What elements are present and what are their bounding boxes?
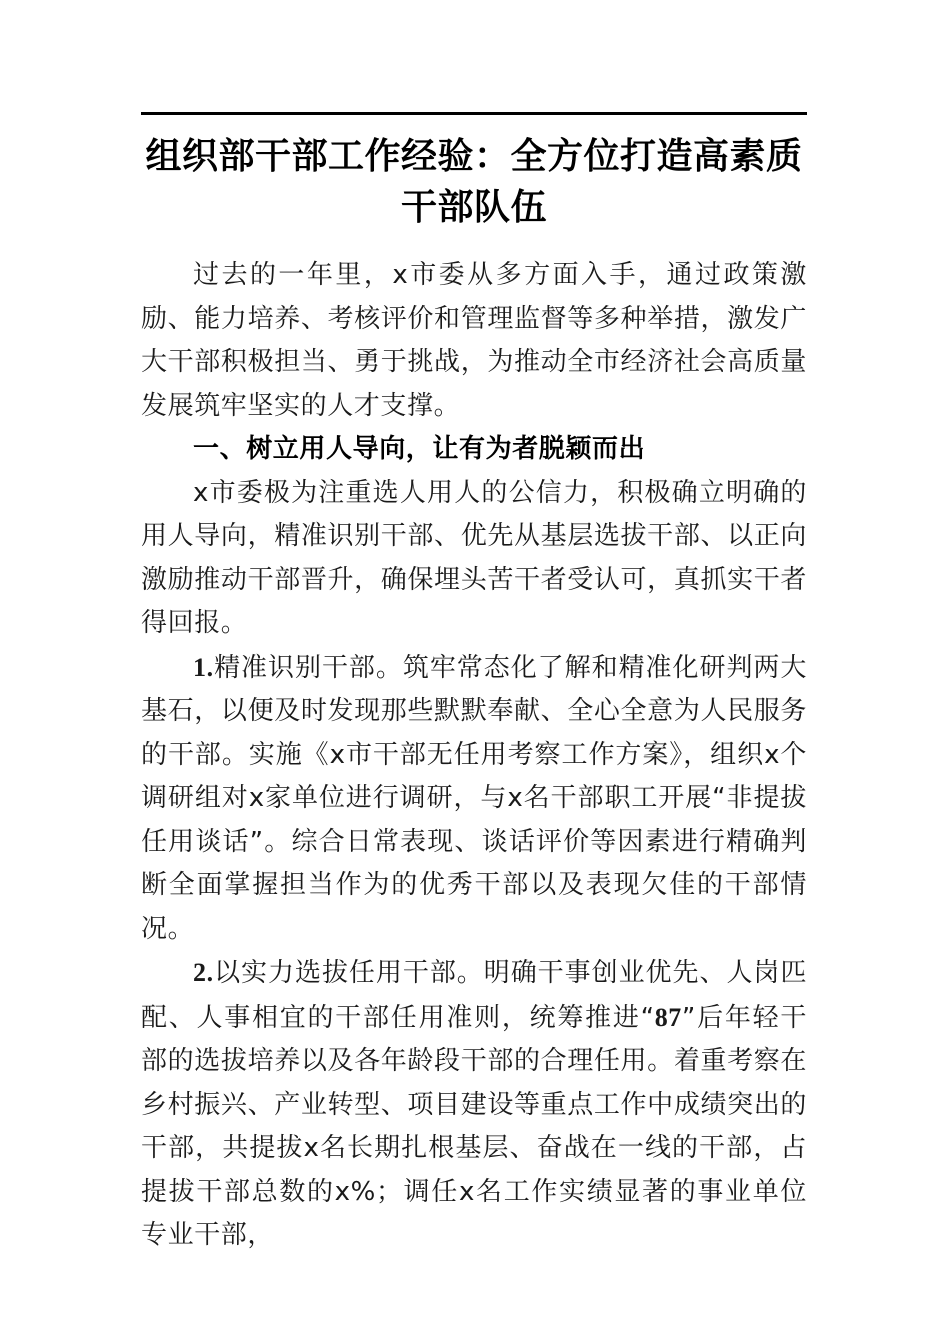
paragraph-1: x市委极为注重选人用人的公信力，积极确立明确的用人导向，精准识别干部、优先从基层选拔干部、以正向激励推动干部晋升，确保埋头苦干者受认可，真抓实干者得回报。	[141, 477, 807, 638]
paragraph-3-text-b: ”后年轻干部的选拔培养以及各年龄段干部的合理任用。着重考察在乡村振兴、产业转型、项目建设等重点工作中成绩突出的干部，共提拔x名长期扎根基层、奋战在一线的干部，占提拔干部总数的x%；调任x名工作实绩显著的事业单位专业干部，	[141, 1002, 807, 1250]
section-heading-1: 一、树立用人导向，让有为者脱颖而出	[193, 434, 646, 464]
paragraph-3	[141, 951, 807, 1258]
paragraph-2-text: 精准识别干部。筑牢常态化了解和精准化研判两大基石，以便及时发现那些默默奉献、全心全意为人民服务的干部。实施《x市干部无任用考察工作方案》，组织x个调研组对x家单位进行调研，与x名干部职工开展“非提拔任用谈话”。综合日常表现、谈话评价等因素进行精确判断全面掌握担当作为的优秀干部以及表现欠佳的干部情况。	[141, 652, 807, 944]
paragraph-2	[141, 646, 807, 952]
list-number-2: 2.	[193, 958, 214, 987]
paragraph-3-text-a: 以实力选拔任用干部。明确干事创业优先、人岗匹配、人事相宜的干部任用准则，统筹推进“	[141, 958, 807, 1033]
paragraph-3-emphasis: 87	[654, 1002, 682, 1032]
document-content	[141, 0, 807, 1258]
paragraph-intro: 过去的一年里，x市委从多方面入手，通过政策激励、能力培养、考核评价和管理监督等多种举措，激发广大干部积极担当、勇于挑战，为推动全市经济社会高质量发展筑牢坚实的人才支撑。	[141, 260, 807, 421]
list-number-1: 1.	[193, 652, 214, 682]
page-title: 组织部干部工作经验：全方位打造高素质干部队伍	[145, 136, 803, 227]
